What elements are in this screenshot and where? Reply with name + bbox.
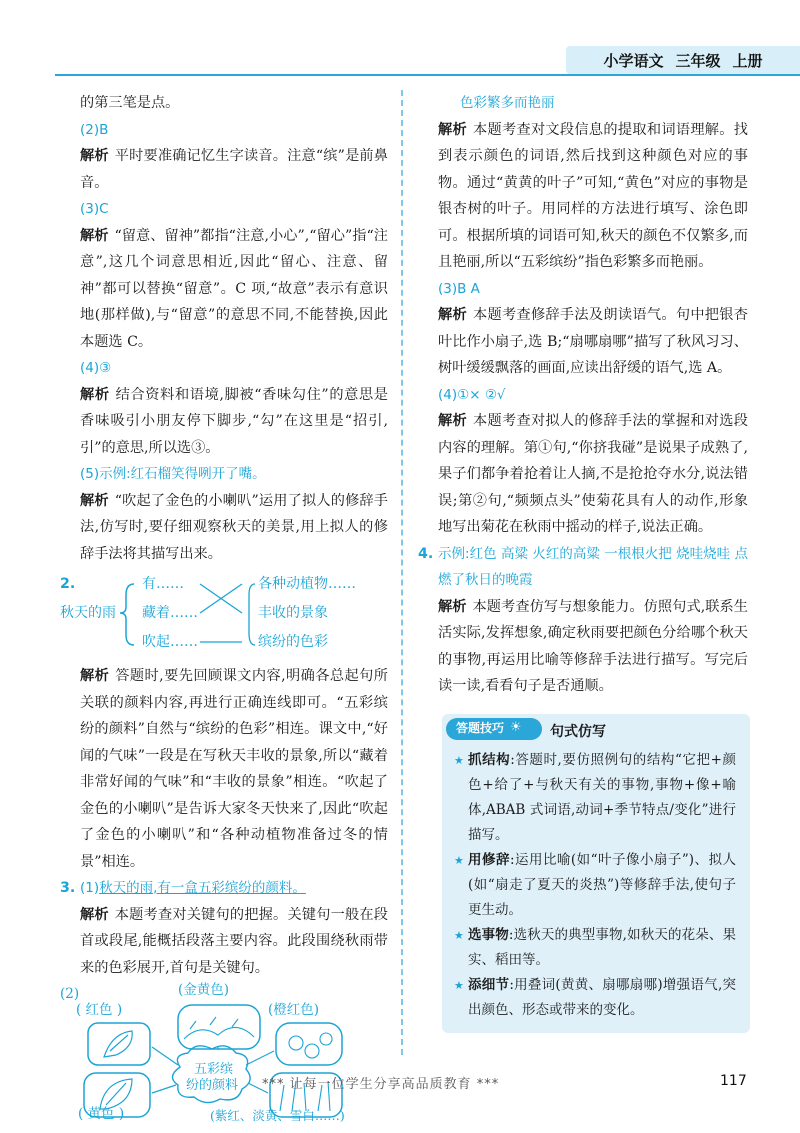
tip-item-text: :答题时,要仿照例句的结构“它把+颜色+给了+与秋天有关的事物,事物+像+喻体,ABAB 式词语,动词+季节特点/变化”进行描写。 [468,751,736,843]
tip-item [454,748,736,848]
header-rule [55,74,800,76]
r4-explanation [438,408,748,541]
header-subject: 小学语文 [603,51,664,70]
right-column [418,90,748,1033]
orange-label: (橙红色) [268,1002,320,1018]
analysis-label: 解析 [438,121,467,138]
s2-explanation-text: 答题时,要先回顾课文内容,明确各总起句所关联的颜料内容,再进行正确连线即可。“五彩缤纷的颜料”自然与“缤纷的色彩”相连。课文中,“好闻的气味”一段是在写秋天丰收的景象,所以“藏着非常好闻的气味”和“丰收的景象”相连。“吹起了金色的小喇叭”是告诉大家冬天快来了,因此“吹起了金色的小喇叭”和“各种动植物准备过冬的情景”相连。 [80,668,388,870]
r4-answer: (4)①× ②√ [438,386,506,403]
analysis-label: 解析 [80,148,109,164]
q4-explanation [80,382,388,462]
r1-explanation-text: 本题考查对文段信息的提取和词语理解。找到表示颜色的词语,然后找到这种颜色对应的事物。通过“黄黄的叶子”可知,“黄色”对应的事物是银杏树的叶子。用同样的方法进行填写、涂色即可。根据所填的词语可知,秋天的颜色不仅繁多,而且艳丽,所以“五彩缤纷”指色彩繁多而艳丽。 [438,121,748,270]
q3-answer: (3)C [80,201,109,217]
link-red [152,1047,178,1065]
fruit-icon-2 [305,1044,319,1058]
r1-explanation [438,117,748,276]
tip-item-head: 选事物 [468,926,509,943]
diagram-center-label: 秋天的雨 [60,605,116,621]
left-column [60,90,388,1126]
tip-title: 句式仿写 [550,723,606,740]
q5-explanation [80,488,388,568]
tip-box [442,714,750,1033]
tip-item-head: 用修辞 [468,851,510,868]
analysis-label: 解析 [80,668,110,684]
r4-explanation-text: 本题考查对拟人的修辞手法的掌握和对选段内容的理解。第①句,“你挤我碰”是说果子成熟了,果子们都争着抢着让人摘,不是抢抢夺水分,说法错误;第②句,“频频点头”使菊花具有人的动作,形象地写出菊花在秋雨中摇动的样子,说法正确。 [438,413,748,535]
tip-item [454,923,736,973]
color-diagram [60,981,390,1126]
center-label-1: 五彩缤 [194,1062,234,1077]
s4-explanation-text: 本题考查仿写与想象能力。仿照句式,联系生活实际,发挥想象,确定秋雨要把颜色分给哪个秋天的事物,再运用比喻等修辞手法进行描写。写完后读一读,看看句子是否通顺。 [438,598,748,694]
right-brace-path [249,584,255,645]
q4-explanation-text: 结合资料和语境,脚被“香味勾住”的意思是香味吸引小朋友停下脚步,“勾”在这里是“招引,引”的意思,所以选③。 [80,386,388,456]
tip-item-head: 抓结构 [468,751,511,768]
s4-answer [418,541,748,594]
fruit-icon-1 [289,1036,303,1050]
s3-answer-text: 秋天的雨,有一盒五彩缤纷的颜料。 [99,880,306,896]
star-icon: ★ [454,978,464,992]
tip-item-text: :选秋天的典型事物,如秋天的花朵、果实、稻田等。 [468,926,737,968]
star-icon: ★ [454,853,464,867]
section-2-number: 2. [60,576,76,592]
q3-explanation [80,223,388,356]
center-label-2: 纷的颜料 [186,1078,239,1093]
r3-explanation-text: 本题考查修辞手法及朗读语气。句中把银杏叶比作小扇子,选 B;“扇哪扇哪”描写了秋风习习、树叶缓缓飘落的画面,应读出舒缓的语气,选 A。 [438,307,748,376]
matching-diagram [60,575,390,653]
footer-slogan: *** 让每一位学生分享高品质教育 *** [262,1077,500,1092]
left-brace-path [120,584,134,645]
tip-item-head: 添细节 [468,976,510,993]
diagram-left-item-2: 藏着…… [142,605,198,621]
q2-answer: (2)B [80,121,109,138]
tip-item-text: :用叠词(黄黄、扇哪扇哪)增强语气,突出颜色、形态或带来的变化。 [468,976,737,1018]
column-divider [401,90,403,1055]
s3-explanation-text: 本题考查对关键句的把握。关键句一般在段首或段尾,能概括段落主要内容。此段围绕秋雨带来的色彩展开,首句是关键句。 [80,906,388,976]
star-icon: ★ [454,928,464,942]
section-3-number: 3. [60,880,76,896]
tip-item [454,973,736,1023]
left-line-1: 的第三笔是点。 [80,95,180,111]
header-tag [566,46,800,74]
gold-field-box [178,1005,260,1049]
red-label: ( 红色 ) [76,1002,123,1018]
s3-explanation [80,902,388,982]
s4-answer-text: 示例:红色 高粱 火红的高粱 一根根火把 烧哇烧哇 点燃了秋日的晚霞 [438,545,748,588]
s3-2-label: (2) [60,986,80,1002]
tip-item [454,848,736,923]
section-4-number: 4. [418,545,434,562]
s4-explanation [438,594,748,700]
fruit-icon-3 [320,1033,332,1045]
rice-field-icon [184,1017,254,1039]
diagram-right-item-2: 丰收的景象 [258,605,328,621]
q5-explanation-text: “吹起了金色的小喇叭”运用了拟人的修辞手法,仿写时,要仔细观察秋天的美景,用上拟人的修辞手法将其描写出来。 [80,492,388,562]
link-yellow [152,1085,176,1093]
red-leaf-box [88,1023,150,1065]
tip-item-text: :运用比喻(如“叶子像小扇子”)、拟人(如“扇走了夏天的炎热”)等修辞手法,使句子更生动。 [468,851,737,918]
orange-fruit-box [276,1023,342,1065]
s2-explanation [80,663,388,875]
yellow-label: ( 黄色 ) [78,1106,125,1122]
analysis-label: 解析 [80,492,109,509]
link-orange [246,1051,274,1065]
lightbulb-icon: ☀ [510,720,522,736]
s3-answer-prefix: (1) [80,880,100,896]
r3-answer: (3)B A [438,280,480,297]
r1-answer-continued: 色彩繁多而艳丽 [460,95,555,111]
q2-explanation-text: 平时要准确记忆生字读音。注意“缤”是前鼻音。 [80,148,388,191]
q4-answer: (4)③ [80,360,112,376]
maple-leaf-icon [104,1031,132,1057]
analysis-label: 解析 [438,598,467,615]
gold-label: (金黄色) [178,982,230,998]
diagram-connector-lines [190,575,250,653]
analysis-label: 解析 [80,386,110,403]
header-grade: 三年级 [675,51,721,70]
analysis-label: 解析 [80,227,109,244]
analysis-label: 解析 [438,413,467,429]
purple-label: (紫红、淡黄、雪白……) [210,1108,345,1123]
header-volume: 上册 [732,51,763,70]
tip-badge-text: 答题技巧 [456,721,505,736]
diagram-left-item-3: 吹起…… [142,634,198,650]
diagram-right-item-1: 各种动植物…… [258,576,356,592]
q3-explanation-text: “留意、留神”都指“注意,小心”,“留心”指“注意”,这几个词意思相近,因此“留心、注意、留神”都可以替换“留意”。C 项,“故意”表示有意识地(那样做),与“留意”的意思不同,不能替换,因此本题选 C。 [80,227,388,350]
s3-answer [60,875,388,902]
tip-badge [446,718,542,740]
star-icon: ★ [454,753,464,767]
page-number: 117 [720,1073,747,1089]
analysis-label: 解析 [80,906,109,923]
q2-explanation [80,143,388,196]
q5-answer: (5)示例:红石榴笑得咧开了嘴。 [80,466,266,482]
diagram-right-item-3: 缤纷的色彩 [258,634,328,650]
diagram-left-item-1: 有…… [142,576,184,592]
analysis-label: 解析 [438,307,467,323]
r3-explanation [438,302,748,382]
connector-line-4 [200,613,242,642]
